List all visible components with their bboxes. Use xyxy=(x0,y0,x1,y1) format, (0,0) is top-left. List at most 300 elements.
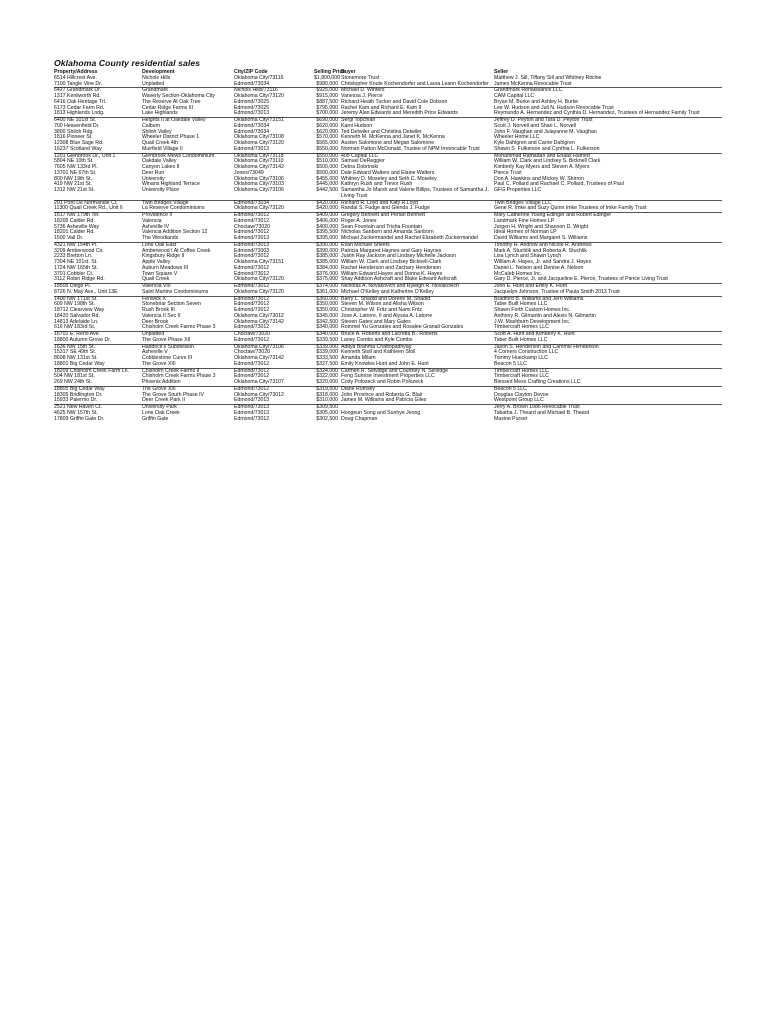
cell-city: Edmond/73012 xyxy=(234,270,270,277)
cell-buyer: Richard R. Loyd and Katy R.Loyd xyxy=(341,200,494,206)
cell-buyer: Doug Chapman xyxy=(341,415,378,422)
cell-seller: Scott J. Norvell and Shari L. Norvell xyxy=(494,122,576,129)
cell-property: 11300 Quail Creek Rd., Unit 6 xyxy=(54,205,123,212)
cell-development: Lone Oak Creek xyxy=(142,409,180,416)
cell-buyer: Hoogeun Song and Sunhye Jeong xyxy=(341,409,421,416)
cell-buyer: Cody Polozeck and Robin Polozeck xyxy=(341,379,424,385)
cell-price: $700,000 xyxy=(316,110,338,117)
cell-development: Cobblestone Curve III xyxy=(142,355,193,361)
cell-price: $310,000 xyxy=(316,397,338,404)
cell-price: $350,000 xyxy=(316,307,338,313)
cell-development: Stonebriar Section Seven xyxy=(142,301,201,308)
cell-city: Oklahoma City/73103 xyxy=(234,181,284,188)
cell-buyer: Roger A. Jones xyxy=(341,217,377,224)
cell-seller: Shawn S. Fulkerson and Cynthia L. Fulkerson xyxy=(494,145,600,152)
cell-property: 1400 NW 171st St. xyxy=(54,296,142,302)
cell-seller: Tabatha J. Theard and Michael B. Theard xyxy=(494,409,590,416)
cell-property: 1317 Kenilworth Rd. xyxy=(54,93,101,99)
cell-price: $360,000 xyxy=(314,296,341,302)
cell-buyer: Michael Zuckermandel and Rachel Elizabeth Zuckermandel xyxy=(341,235,478,241)
cell-development: Unplatted xyxy=(142,80,165,87)
cell-seller: Pierce Trust xyxy=(494,169,522,176)
cell-property: 1617 NW 179th Ter. xyxy=(54,213,142,219)
cell-buyer: Diane Rumsey xyxy=(341,386,494,392)
header-city: City/ZIP Code xyxy=(234,69,268,75)
cell-seller: Timbercraft Homes LLC xyxy=(494,373,549,380)
cell-development: Phoenix Addition xyxy=(142,379,181,385)
cell-seller: Beacon 5 LLC xyxy=(494,386,722,392)
cell-property: 2233 Bretton Ln. xyxy=(54,253,93,260)
cell-city: Oklahoma City/73108 xyxy=(234,134,284,141)
cell-property: 4625 NW 157th St. xyxy=(54,409,98,416)
cell-property: 6173 Cedar Farm Rd. xyxy=(54,104,105,111)
cell-price: $887,500 xyxy=(316,98,338,105)
cell-development: Winans Highland Terrace xyxy=(142,181,200,188)
cell-property: 504 NW 181st St. xyxy=(54,373,95,380)
cell-buyer: 405 Capital LLC xyxy=(341,153,494,159)
cell-seller: Daniel L. Nelson and Denise A. Nelson xyxy=(494,264,584,271)
cell-price: $340,000 xyxy=(316,324,338,331)
cell-property: 15317 SE 49th St. xyxy=(54,349,97,356)
cell-development: University xyxy=(142,175,165,182)
cell-seller: Taber Built Homes LLC xyxy=(494,301,548,308)
cell-price: $333,500 xyxy=(316,355,338,361)
cell-price: $327,500 xyxy=(316,360,338,367)
cell-development: Quail Creek 4th xyxy=(142,140,179,146)
cell-development: Chisholm Creek Farms II xyxy=(142,368,234,374)
cell-property: 14813 Adelaide Ln. xyxy=(54,318,99,325)
cell-city: Choctaw/73020 xyxy=(234,349,271,356)
cell-price: $406,000 xyxy=(316,217,338,224)
cell-development: Wheeler District Phase 1 xyxy=(142,134,200,141)
cell-price: $620,000 xyxy=(316,122,338,129)
cell-buyer: Evan Michael Sheets xyxy=(341,242,494,248)
cell-city: Oklahoma City/73106 xyxy=(234,175,284,182)
cell-city: Oklahoma City/73012 xyxy=(234,312,284,319)
cell-development: Amberwood I At Coffee Creek xyxy=(142,247,211,254)
cell-development: Chisholm Creek Farms Phase 3 xyxy=(142,373,216,380)
cell-city: Edmond/73012 xyxy=(234,307,270,313)
cell-buyer: Norman Patton McDonald, Trustee of NPM Irrevocable Trust xyxy=(341,145,480,152)
cell-property: 6427 Grandmark Dr. xyxy=(54,88,142,94)
cell-buyer: Michael D. Winters xyxy=(341,88,494,94)
cell-buyer: Barry L. Shadid and Dorene M. Shadid xyxy=(341,296,494,302)
cell-city: Oklahoma City/73120 xyxy=(234,93,284,99)
cell-city: Edmond/73012 xyxy=(234,360,270,367)
cell-property: 3701 Cobbler Ct. xyxy=(54,270,94,277)
cell-city: Edmond/73013 xyxy=(234,145,270,152)
cell-city: Oklahoma City/73118 xyxy=(234,153,314,159)
cell-buyer: Gregory Bennett and Perian Bennett xyxy=(341,213,494,219)
cell-development: Oakdale Valley xyxy=(142,158,177,165)
cell-city: Oklahoma City/73107 xyxy=(234,379,284,385)
cell-price: $376,000 xyxy=(316,270,338,277)
cell-property: 4321 NW 154th Pl. xyxy=(54,242,142,248)
cell-seller: 4 Corners Construction LLC xyxy=(494,349,559,356)
cell-development: Apple Valley xyxy=(142,259,171,265)
cell-development: Heights II at Oakdale Valley xyxy=(142,118,234,124)
cell-property: 15933 Palermo Dr. xyxy=(54,397,98,404)
cell-buyer: James M. Williams and Patricia Giles xyxy=(341,397,427,404)
cell-seller: Beacon 5 LLC xyxy=(494,360,527,367)
cell-buyer: Bruce A. Roberts and Lacretia B.. Roberts xyxy=(341,332,494,338)
cell-buyer: Laney Combs and Kyle Combs xyxy=(341,336,413,343)
cell-seller: Grandmark Renaissance LLC xyxy=(494,88,722,94)
cell-buyer: Rachel Kam and Richard E. Kam II xyxy=(341,104,422,111)
cell-city: Edmond/73013 xyxy=(234,397,270,404)
cell-seller: Jeffrey D. Peyton and Tara D. Peyton Trust xyxy=(494,118,722,124)
cell-development: Shiloh Valley xyxy=(142,128,172,135)
cell-price: $500,000 xyxy=(316,164,338,170)
cell-seller: James McKenna Revocable Trust xyxy=(494,80,572,87)
cell-buyer: Nicholas Sanborn and Amanda Sanborn xyxy=(341,229,434,236)
cell-seller: Timothy H. Andrew and Nicole R. Andrews xyxy=(494,242,722,248)
cell-buyer: Sergi Topchian xyxy=(341,118,494,124)
cell-city: Choctaw/73020 xyxy=(234,332,314,338)
cell-buyer: Kami Hudson xyxy=(341,122,373,129)
cell-buyer: Whitney D. Moseley and Seth C. Moseley xyxy=(341,175,437,182)
cell-price: $395,000 xyxy=(316,235,338,241)
cell-price: $455,000 xyxy=(316,175,338,182)
cell-development: Fenwick X xyxy=(142,296,234,302)
cell-development: The Reserve At Oak Tree xyxy=(142,98,201,105)
cell-buyer: Richard Heath Tucker and David Cole Dobson xyxy=(341,98,448,105)
cell-city: Edmond/73013 xyxy=(234,405,314,411)
cell-city: Nichols Hills/73116 xyxy=(234,88,314,94)
cell-city: Oklahoma City/73120 xyxy=(234,288,284,295)
cell-seller: Scott A. Hunt and Kimberly K. Hunt xyxy=(494,332,722,338)
cell-price: $690,000 xyxy=(314,118,341,124)
cell-price: $305,000 xyxy=(316,409,338,416)
cell-price: $570,000 xyxy=(316,134,338,141)
cell-development: Nichols Hills xyxy=(142,74,171,81)
cell-price: $795,000 xyxy=(316,104,338,111)
cell-buyer: Kathryn Rush and Trevor Rush xyxy=(341,181,413,188)
cell-city: Oklahoma City/73110 xyxy=(234,158,284,165)
cell-development: The Grove XIII xyxy=(142,386,234,392)
cell-buyer: Vanessa J. Pierce xyxy=(341,93,383,99)
cell-property: 6514 Hillcrest Ave. xyxy=(54,74,97,81)
cell-buyer: Patricia Margaret Haynes and Gary Haynes xyxy=(341,247,442,254)
cell-city: Edmond/73013 xyxy=(234,242,314,248)
cell-seller: Twin Bridges Village LLC xyxy=(494,200,722,206)
cell-seller: CAM Capital LLC xyxy=(494,93,535,99)
cell-buyer: Steven M. Wilson and Alisha Wilson xyxy=(341,301,424,308)
cell-property: 13701 NE 67th St. xyxy=(54,169,97,176)
cell-city: Jones/73049 xyxy=(234,169,264,176)
cell-price: $550,000 xyxy=(314,153,341,159)
cell-seller: Gary D. Pierce, Jr. and Jacqueline E. Pierce, Trustees of Pierce Living Trust xyxy=(494,276,668,283)
cell-property: 419 NW 21st St. xyxy=(54,181,92,188)
cell-price: $620,000 xyxy=(316,128,338,135)
cell-property: 616 NW 183rd St. xyxy=(54,324,96,331)
cell-city: Oklahoma City/73142 xyxy=(234,355,284,361)
cell-property: 8726 N. May Ave., Unit 13E xyxy=(54,288,118,295)
cell-buyer: Rachel Henderson and Zachary Henderson xyxy=(341,264,442,271)
cell-city: Oklahoma City/73106 xyxy=(234,187,284,193)
page-title: Oklahoma County residential sales xyxy=(54,58,201,68)
cell-development: The Woodlands xyxy=(142,235,179,241)
cell-property: 16701 E. Reno Ave. xyxy=(54,332,142,338)
cell-city: Edmond/73012 xyxy=(234,301,270,308)
cell-property: 1500 Vail Dr. xyxy=(54,235,84,241)
cell-property: 8608 NW 131st St. xyxy=(54,355,98,361)
cell-price: $340,000 xyxy=(314,332,341,338)
cell-city: Edmond/73012 xyxy=(234,284,314,290)
header-property: Property/Address xyxy=(54,69,98,75)
cell-buyer: William Edward Hayes and Donna K. Hayes xyxy=(341,270,443,277)
cell-buyer: Sean Fountain and Trisha Fountain xyxy=(341,223,423,230)
cell-development: Town Square V xyxy=(142,270,178,277)
cell-development: Glenbrook Mews Condominium xyxy=(142,153,234,159)
cell-seller: Ideal Homes of Norman LP xyxy=(494,229,557,236)
cell-development: University Park xyxy=(142,405,234,411)
header-price: Selling Price xyxy=(314,69,346,75)
cell-price: $420,000 xyxy=(316,205,338,212)
cell-price: $550,000 xyxy=(316,145,338,152)
cell-city: Edmond/73012 xyxy=(234,373,270,380)
cell-property: 18209 Chisholm Creek Farm Ln. xyxy=(54,368,142,374)
cell-price: $339,000 xyxy=(314,344,341,350)
cell-seller: David Williams and Margaret S. Williams xyxy=(494,235,588,241)
cell-property: 18505 Diego Pl. xyxy=(54,284,142,290)
cell-price: $318,000 xyxy=(316,391,338,398)
cell-development: Calburn xyxy=(142,122,161,129)
cell-buyer: Ted Detwiler and Christina Detwiler xyxy=(341,128,422,135)
cell-seller: Kyle Dahlgren and Carrie Dahlgren xyxy=(494,140,575,146)
cell-development: Haddock's Subdivision xyxy=(142,344,234,350)
cell-price: $339,000 xyxy=(316,349,338,356)
cell-property: 700 Heavenfield Dr. xyxy=(54,122,100,129)
cell-buyer: Debra Dobrinski xyxy=(341,164,379,170)
cell-seller: Westpoint Group LLC xyxy=(494,397,544,404)
cell-property: 18420 Salvador Rd. xyxy=(54,312,100,319)
cell-buyer: Kenneth Stoll and Kathleen Stoll xyxy=(341,349,416,356)
cell-development: Griffin Gate xyxy=(142,415,169,422)
cell-city: Edmond/73012 xyxy=(234,217,270,224)
cell-seller: Maxine Purser xyxy=(494,415,528,422)
cell-price: $385,000 xyxy=(316,253,338,260)
cell-property: 800 NW 19th St. xyxy=(54,175,93,182)
cell-city: Edmond/73012 xyxy=(234,386,314,392)
cell-price: $409,000 xyxy=(314,213,341,219)
cell-development: Grandmark xyxy=(142,88,234,94)
cell-price: $420,000 xyxy=(314,200,341,206)
cell-property: 3112 Robin Ridge Rd. xyxy=(54,276,105,283)
cell-seller: Paul C. Pollard and Rachael C. Pollard, Trustees of Paul xyxy=(494,181,624,188)
cell-price: $302,500 xyxy=(316,415,338,422)
cell-buyer: Carmen R. Selvidge and Courtney N. Selvidge xyxy=(341,368,494,374)
cell-property: 269 NW 24th St. xyxy=(54,379,93,385)
cell-price: $339,500 xyxy=(316,336,338,343)
cell-development: Twin Bridges Village xyxy=(142,200,234,206)
cell-development: Lake Highlands xyxy=(142,110,178,117)
cell-city: Edmond/73012 xyxy=(234,324,270,331)
cell-seller: Lisa Lynch and Shawn Lynch xyxy=(494,253,562,260)
cell-development: Valencia II Sec II xyxy=(142,312,181,319)
cell-seller: Gene R. Imke and Suzy Quinn Imke Trustees of Imke Family Trust xyxy=(494,205,647,212)
cell-price: $385,000 xyxy=(316,259,338,265)
cell-seller: Taber Built Homes LLC xyxy=(494,336,548,343)
cell-city: Oklahoma City/73106 xyxy=(234,344,314,350)
cell-property: 6416 Oak Heritage Trl. xyxy=(54,98,107,105)
cell-price: $510,000 xyxy=(316,158,338,165)
cell-city: Oklahoma City/73142 xyxy=(234,164,284,170)
cell-seller: John E. Hunt and Emily K. Hunt xyxy=(494,284,722,290)
cell-price: $309,500 xyxy=(314,405,341,411)
cell-city: Oklahoma City/73151 xyxy=(234,118,314,124)
cell-development: Valencia xyxy=(142,217,162,224)
cell-buyer: Stonemore Trust xyxy=(341,74,380,81)
cell-city: Edmond/73034 xyxy=(234,200,314,206)
cell-price: $442,500 xyxy=(316,187,338,193)
cell-seller: Jurgen H. Wright and Shannon D. Wright xyxy=(494,223,589,230)
cell-city: Edmond/73012 xyxy=(234,415,270,422)
cell-buyer: Michael O'Kelley and Katherine O'Kelley xyxy=(341,288,434,295)
sales-table xyxy=(54,70,722,422)
cell-price: $390,000 xyxy=(316,247,338,254)
cell-seller: Mohammad Ramadan and Enaas Hamed xyxy=(494,153,722,159)
cell-development: Auburn Meadows III xyxy=(142,264,189,271)
cell-buyer: Jeremy Alan Edwards and Meredith Price Edwards xyxy=(341,110,458,117)
sales-sheet xyxy=(54,58,722,422)
cell-city: Edmond/73013 xyxy=(234,235,270,241)
cell-price: $565,000 xyxy=(316,140,338,146)
cell-development: La Reserve Condominiums xyxy=(142,205,205,212)
cell-buyer: John Province and Roberta G. Blair xyxy=(341,391,423,398)
cell-property: 7304 NE 101st. St. xyxy=(54,259,98,265)
cell-buyer: William W. Clark and Lindsey Bicknell-Clark xyxy=(341,259,442,265)
cell-property: 7605 NW 133rd Pl. xyxy=(54,164,98,170)
cell-seller: Lee W. Hudson and Juli N. Hudson Revocable Trust xyxy=(494,104,614,111)
cell-property: 7100 Tangle Vine Dr. xyxy=(54,80,102,87)
cell-seller: Don A. Hawkins and Mickey W. Shirron xyxy=(494,175,584,182)
cell-buyer: Amanda Milam xyxy=(341,355,376,361)
cell-buyer: Emily Knowles Hunt and John E. Hunt xyxy=(341,360,429,367)
cell-city: Edmond/73025 xyxy=(234,98,270,105)
cell-buyer: Dale Edward Walters and Elaine Walters xyxy=(341,169,435,176)
cell-price: $361,000 xyxy=(316,288,338,295)
cell-property: 3209 Amberwood Cir. xyxy=(54,247,104,254)
cell-seller: Bradford B. Williams and Jerri Williams xyxy=(494,296,722,302)
cell-property: 3800 Shiloh Rdg. xyxy=(54,128,94,135)
cell-buyer: Nicholas A. Novakovich and Ryleigh R. Novakovich xyxy=(341,284,494,290)
cell-development: Deer Run xyxy=(142,169,165,176)
cell-city: Oklahoma City/73120 xyxy=(234,140,284,146)
cell-price: $320,000 xyxy=(316,379,338,385)
cell-development: Muirfield Village II xyxy=(142,145,183,152)
cell-city: Edmond/73012 xyxy=(234,213,314,219)
cell-development: Deer Creek Park II xyxy=(142,397,185,404)
cell-price: $400,000 xyxy=(316,223,338,230)
cell-seller: William A. Hayes, Jr. and Sandra J. Hayes xyxy=(494,259,592,265)
cell-price: $384,000 xyxy=(316,264,338,271)
cell-development: Rush Brook III xyxy=(142,307,175,313)
cell-price: $500,000 xyxy=(316,169,338,176)
cell-development: Waverly Section-Oklahoma City xyxy=(142,93,216,99)
cell-city: Edmond/73012 xyxy=(234,368,314,374)
cell-property: 5736 Asheville Way xyxy=(54,223,100,230)
cell-property: 1636 NW 15th St. xyxy=(54,344,142,350)
cell-price: $322,000 xyxy=(316,373,338,380)
cell-seller: Jerry A. Brown 1986 Revocable Trust xyxy=(494,405,722,411)
cell-city: Oklahoma City/73120 xyxy=(234,205,284,212)
cell-city: Edmond/73012 xyxy=(234,336,270,343)
header-seller: Seller xyxy=(494,69,509,75)
cell-development: University Place xyxy=(142,187,180,193)
cell-city: Oklahoma City/73151 xyxy=(234,259,284,265)
cell-development: Asheville IV xyxy=(142,223,170,230)
cell-seller: Douglas Clayton Devoe xyxy=(494,391,549,398)
cell-price: $1,800,000 xyxy=(314,74,340,81)
cell-property: 18801 Big Cedar Way xyxy=(54,360,105,367)
cell-property: 18712 Clearview Way xyxy=(54,307,105,313)
cell-property: 1816 Pioneer St. xyxy=(54,134,93,141)
header-buyer: Buyer xyxy=(341,69,356,75)
table-body xyxy=(54,76,722,423)
table-row xyxy=(54,417,722,423)
cell-seller: Landmark Fine Homes LP xyxy=(494,217,555,224)
cell-seller: John F. Vaughan and Julayanne M. Vaughan xyxy=(494,128,597,135)
cell-price: $350,000 xyxy=(316,301,338,308)
cell-property: 18805 Big Cedar Way xyxy=(54,386,142,392)
cell-city: Choctaw/73020 xyxy=(234,223,271,230)
cell-buyer: Samuel DeReggier xyxy=(341,158,385,165)
cell-seller: Mary Catherine Young Edinger and Robert Edinger xyxy=(494,213,722,219)
cell-seller: Wheeler Home LLC xyxy=(494,134,540,141)
cell-development: Saint Martins Condominiums xyxy=(142,288,209,295)
cell-seller: Anthony R. Gilmartin and Alexis N. Gilmartin xyxy=(494,312,596,319)
cell-city: Edmond/73012 xyxy=(234,229,270,236)
cell-development: Valencia VIII xyxy=(142,284,234,290)
cell-development: Valencia Addition Section 12 xyxy=(142,229,208,236)
cell-seller: Shawn Forth Custom Homes Inc. xyxy=(494,307,571,313)
cell-property: 1312 NW 21st St. xyxy=(54,187,95,193)
cell-development: Quail Creek xyxy=(142,276,170,283)
cell-seller: Reymundo A. Hernandez and Cynthia D. Hernandez, Trustees of Hernandez Family Trust xyxy=(494,110,700,117)
cell-development: Providence II xyxy=(142,213,234,219)
cell-property: 17809 Griffin Gate Dr. xyxy=(54,415,105,422)
cell-price: $445,000 xyxy=(316,181,338,188)
cell-buyer: Randal S. Fudge and Glenda J. Fudge xyxy=(341,205,430,212)
cell-price: $915,000 xyxy=(316,93,338,99)
cell-property: 18201 Calder Rd. xyxy=(54,229,95,236)
cell-city: Edmond/73003 xyxy=(234,247,270,254)
cell-seller: GFG Properties LLC xyxy=(494,187,542,193)
cell-buyer: Austen Salomone and Megan Salomone xyxy=(341,140,435,146)
cell-development: The Grove Phase XII xyxy=(142,336,191,343)
cell-city: Oklahoma City/73116 xyxy=(234,74,284,81)
cell-development: The Grove XIII xyxy=(142,360,176,367)
cell-property: 12308 Blue Sage Rd. xyxy=(54,140,104,146)
cell-seller: Jacquelyn Johnson, Trustee of Paula Smith 2013 Trust xyxy=(494,288,620,295)
cell-price: $374,000 xyxy=(314,284,341,290)
cell-property: 18205 Calder Rd. xyxy=(54,217,95,224)
cell-buyer: Justin Ray Jackson and Lindsey Michelle Jackson xyxy=(341,253,457,260)
cell-city: Edmond/73034 xyxy=(234,80,270,87)
cell-price: $395,500 xyxy=(316,229,338,236)
cell-buyer: Kenneth M. McKenna and Janet K. McKenna xyxy=(341,134,445,141)
cell-seller: William W. Clark and Lindsey S. Bicknell Clark xyxy=(494,158,601,165)
cell-city: Oklahoma City/73120 xyxy=(234,276,284,283)
cell-city: Oklahoma City/73142 xyxy=(234,318,284,325)
cell-price: $390,000 xyxy=(314,242,341,248)
cell-property: 18800 Autumn Grove Dr. xyxy=(54,336,112,343)
cell-buyer: Shay Addison Ashcraft and Blake Edward Ashcraft xyxy=(341,276,457,283)
cell-seller: Jason S. Henderson and Cammie Henderson xyxy=(494,344,722,350)
cell-city: Edmond/73013 xyxy=(234,110,270,117)
cell-seller: Timbercraft Homes LLC xyxy=(494,324,549,331)
